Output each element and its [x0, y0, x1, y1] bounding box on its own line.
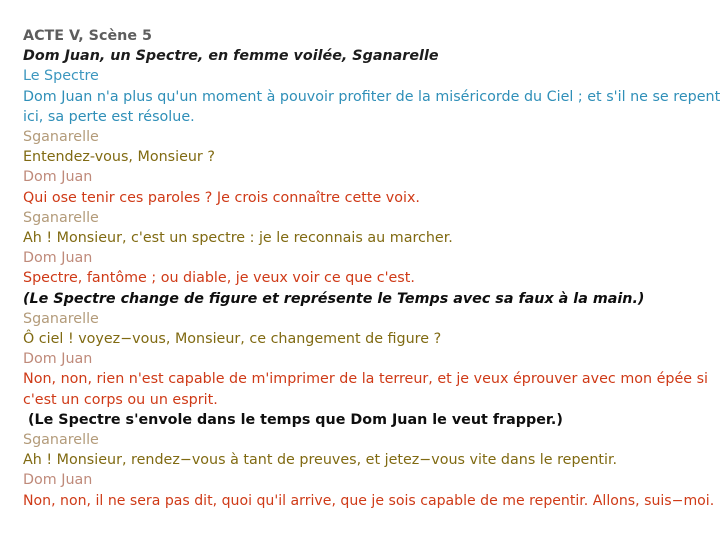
speech-line: Qui ose tenir ces paroles ? Je crois connaître cette voix.: [23, 189, 420, 206]
stage-direction: (Le Spectre s'envole dans le temps que Dom Juan le veut frapper.): [23, 411, 563, 428]
characters-list: Dom Juan, un Spectre, en femme voilée, Sganarelle: [23, 48, 439, 65]
speaker-name: Sganarelle: [23, 129, 99, 146]
speech-line: Dom Juan n'a plus qu'un moment à pouvoir profiter de la miséricorde du Ciel ; et s'il ne se repent ici, sa perte est résolue.: [23, 88, 721, 125]
speech-line: Ô ciel ! voyez−vous, Monsieur, ce changement de figure ?: [23, 331, 442, 348]
speech-line: Ah ! Monsieur, rendez−vous à tant de preuves, et jetez−vous vite dans le repentir.: [23, 452, 618, 469]
speaker-name: Sganarelle: [23, 432, 99, 449]
speaker-name: Sganarelle: [23, 310, 99, 327]
speaker-name: Dom Juan: [23, 169, 93, 186]
stage-direction: (Le Spectre change de figure et représente le Temps avec sa faux à la main.): [23, 290, 645, 307]
speech-line: Non, non, rien n'est capable de m'imprimer de la terreur, et je veux éprouver avec mon épée si c'est un corps ou un esprit.: [23, 371, 709, 408]
speech-line: Entendez-vous, Monsieur ?: [23, 149, 215, 166]
speaker-name: Le Spectre: [23, 68, 99, 85]
speaker-name: Dom Juan: [23, 472, 93, 489]
speech-line: Spectre, fantôme ; ou diable, je veux voir ce que c'est.: [23, 270, 415, 287]
act-scene-heading: ACTE V, Scène 5: [23, 28, 152, 44]
speaker-name: Sganarelle: [23, 209, 99, 226]
speaker-name: Dom Juan: [23, 351, 93, 368]
scene-text: [23, 26, 723, 511]
speaker-name: Dom Juan: [23, 250, 93, 267]
speech-line: Ah ! Monsieur, c'est un spectre : je le reconnais au marcher.: [23, 230, 453, 247]
speech-line: Non, non, il ne sera pas dit, quoi qu'il arrive, que je sois capable de me repentir. Allons, suis−moi.: [23, 492, 715, 509]
